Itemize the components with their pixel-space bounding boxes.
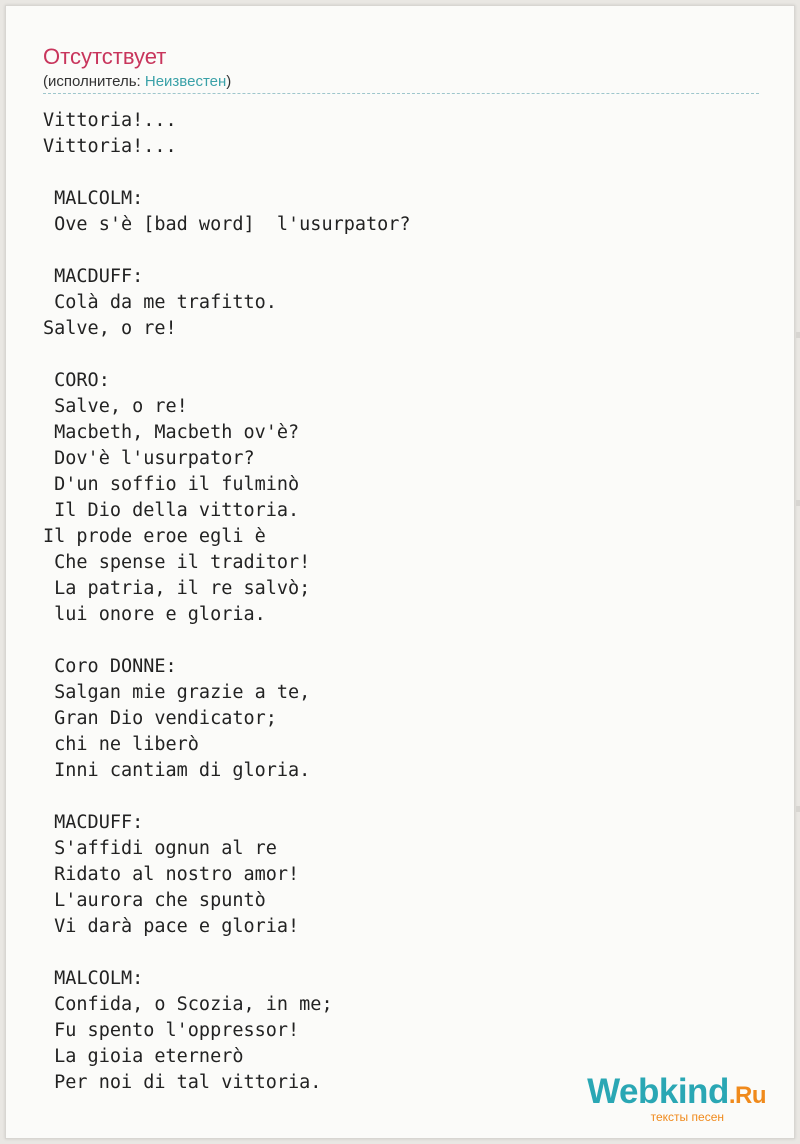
lyrics-blank-line (43, 784, 411, 810)
lyrics-line: Salve, o re! (43, 318, 177, 339)
lyrics-line: MACDUFF: (43, 266, 144, 287)
lyrics-line: Che spense il traditor! (43, 552, 311, 573)
lyrics-line: La patria, il re salvò; (43, 578, 311, 599)
lyrics-line: Macbeth, Macbeth ov'è? (43, 422, 300, 443)
lyrics-line: Dov'è l'usurpator? (43, 448, 255, 469)
edge-decoration (796, 500, 800, 506)
lyrics-line: chi ne liberò (43, 734, 199, 755)
site-logo[interactable] (587, 1074, 766, 1124)
edge-decoration (796, 806, 800, 812)
lyrics-line: Salgan mie grazie a te, (43, 682, 311, 703)
lyrics-page (5, 5, 795, 1139)
logo-tagline: тексты песен (650, 1110, 724, 1124)
logo-wordmark (587, 1074, 766, 1114)
lyrics-line: D'un soffio il fulminò (43, 474, 300, 495)
lyrics-line: MALCOLM: (43, 188, 144, 209)
lyrics-line: Per noi di tal vittoria. (43, 1072, 322, 1093)
lyrics-line: Salve, o re! (43, 396, 188, 417)
lyrics-line: La gioia eternerò (43, 1046, 244, 1067)
lyrics-line: Fu spento l'oppressor! (43, 1020, 300, 1041)
edge-decoration (796, 332, 800, 338)
lyrics-line: S'affidi ognun al re (43, 838, 277, 859)
lyrics-blank-line (43, 940, 411, 966)
logo-main-text: Webkind (587, 1072, 729, 1111)
artist-prefix: (исполнитель: (43, 73, 145, 90)
lyrics-line: MACDUFF: (43, 812, 144, 833)
artist-line (43, 73, 231, 90)
lyrics-blank-line (43, 160, 411, 186)
lyrics-line: Il Dio della vittoria. (43, 500, 300, 521)
lyrics-line: L'aurora che spuntò (43, 890, 266, 911)
lyrics-blank-line (43, 628, 411, 654)
artist-link[interactable]: Неизвестен (144, 73, 227, 90)
lyrics-line: Colà da me trafitto. (43, 292, 277, 313)
song-title: Отсутствует (43, 44, 167, 69)
lyrics-line: Ridato al nostro amor! (43, 864, 300, 885)
lyrics-line: MALCOLM: (43, 968, 144, 989)
lyrics-line: Coro DONNE: (43, 656, 177, 677)
title-divider (43, 93, 759, 94)
logo-tld: .Ru (728, 1082, 766, 1109)
lyrics-line: Vi darà pace e gloria! (43, 916, 300, 937)
lyrics-blank-line (43, 342, 411, 368)
lyrics-blank-line (43, 238, 411, 264)
lyrics-line: Vittoria!... (43, 136, 177, 157)
artist-suffix: ) (226, 73, 232, 90)
lyrics-line: Ove s'è [bad word] l'usurpator? (43, 214, 411, 235)
lyrics-line: Gran Dio vendicator; (43, 708, 277, 729)
lyrics-line: CORO: (43, 370, 110, 391)
lyrics-line: lui onore e gloria. (43, 604, 266, 625)
lyrics-line: Vittoria!... (43, 110, 177, 131)
lyrics-text (43, 108, 411, 1096)
lyrics-line: Inni cantiam di gloria. (43, 760, 311, 781)
lyrics-line: Confida, o Scozia, in me; (43, 994, 333, 1015)
lyrics-line: Il prode eroe egli è (43, 526, 266, 547)
